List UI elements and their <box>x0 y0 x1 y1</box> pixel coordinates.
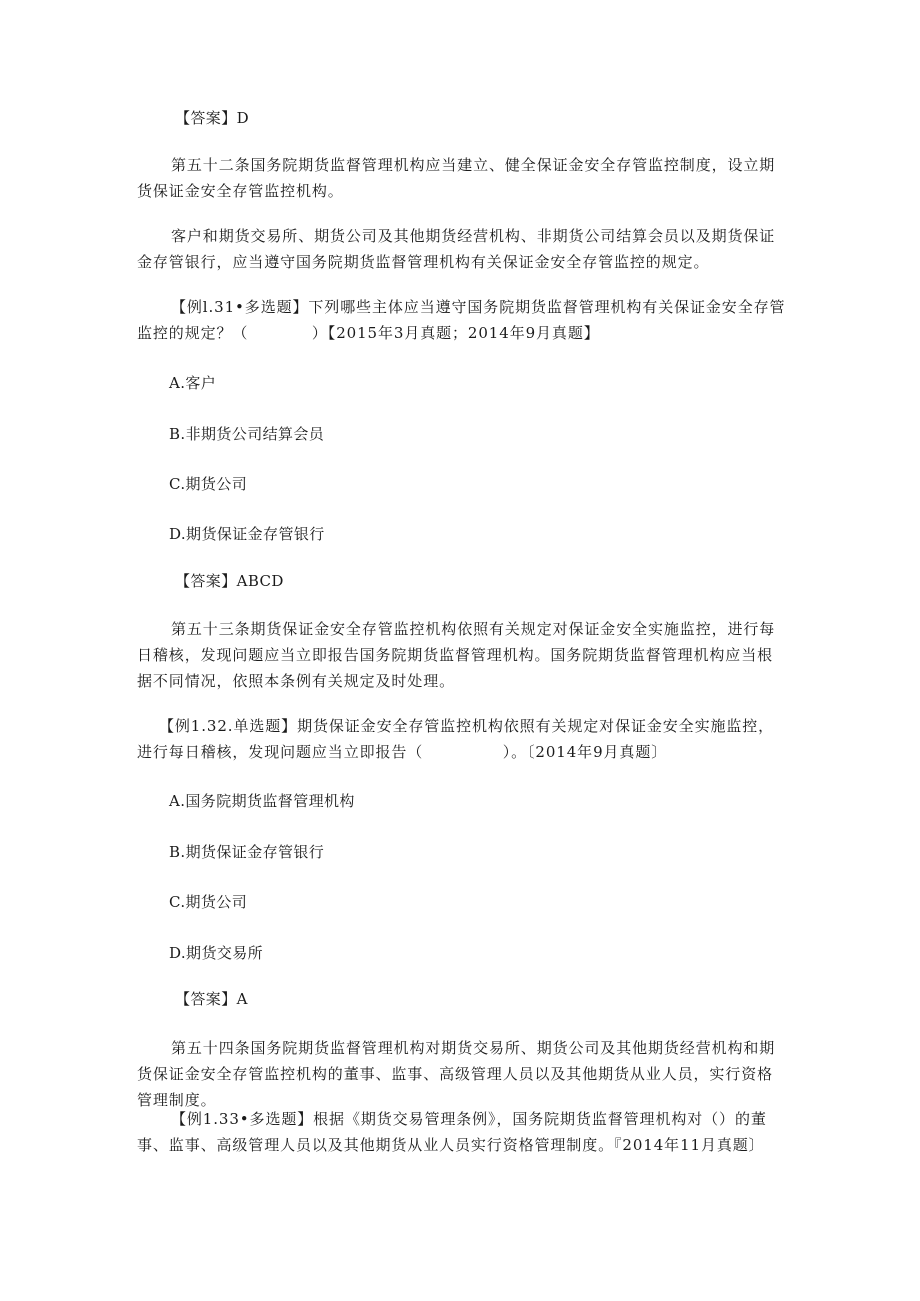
q132-option-a: A.国务院期货监督管理机构 <box>169 792 355 810</box>
q131-option-b: B.非期货公司结算会员 <box>169 425 325 443</box>
article-53: 第五十三条期货保证金安全存管监控机构依照有关规定对保证金安全实施监控，进行每日稽核，发现问题应当立即报告国务院期货监督管理机构。国务院期货监督管理机构应当根据不同情况，依照本条例有关规定及时处理。 <box>137 620 776 690</box>
q131-option-a: A.客户 <box>169 374 217 392</box>
answer-3: 【答案】A <box>175 990 248 1008</box>
question-1-33: 【例1.33•多选题】根据《期货交易管理条例》，国务院期货监督管理机构对（）的董事、监事、高级管理人员以及其他期货从业人员实行资格管理制度。『2014年11月真题〕 <box>137 1110 767 1154</box>
q132-option-b: B.期货保证金存管银行 <box>169 843 325 861</box>
q131-option-d: D.期货保证金存管银行 <box>169 525 325 543</box>
q132-option-d: D.期货交易所 <box>169 944 264 962</box>
q131-option-c: C.期货公司 <box>169 475 248 493</box>
q132-option-c: C.期货公司 <box>169 893 248 911</box>
question-1-32: 【例1.32.单选题】期货保证金安全存管监控机构依照有关规定对保证金安全实施监控，进行每日稽核，发现问题应当立即报告（ ）。〔2014年9月真题〕 <box>137 717 775 761</box>
article-52: 第五十二条国务院期货监督管理机构应当建立、健全保证金安全存管监控制度，设立期货保证金安全存管监控机构。 <box>137 156 776 200</box>
question-1-31: 【例l.31•多选题】下列哪些主体应当遵守国务院期货监督管理机构有关保证金安全存管监控的规定？（ ）【2015年3月真题；2014年9月真题】 <box>137 298 786 342</box>
clients-rule: 客户和期货交易所、期货公司及其他期货经营机构、非期货公司结算会员以及期货保证金存管银行，应当遵守国务院期货监督管理机构有关保证金安全存管监控的规定。 <box>137 227 776 271</box>
answer-2: 【答案】ABCD <box>175 572 284 590</box>
article-54: 第五十四条国务院期货监督管理机构对期货交易所、期货公司及其他期货经营机构和期货保证金安全存管监控机构的董事、监事、高级管理人员以及其他期货从业人员，实行资格管理制度。 <box>137 1039 776 1109</box>
answer-1: 【答案】D <box>175 109 250 127</box>
